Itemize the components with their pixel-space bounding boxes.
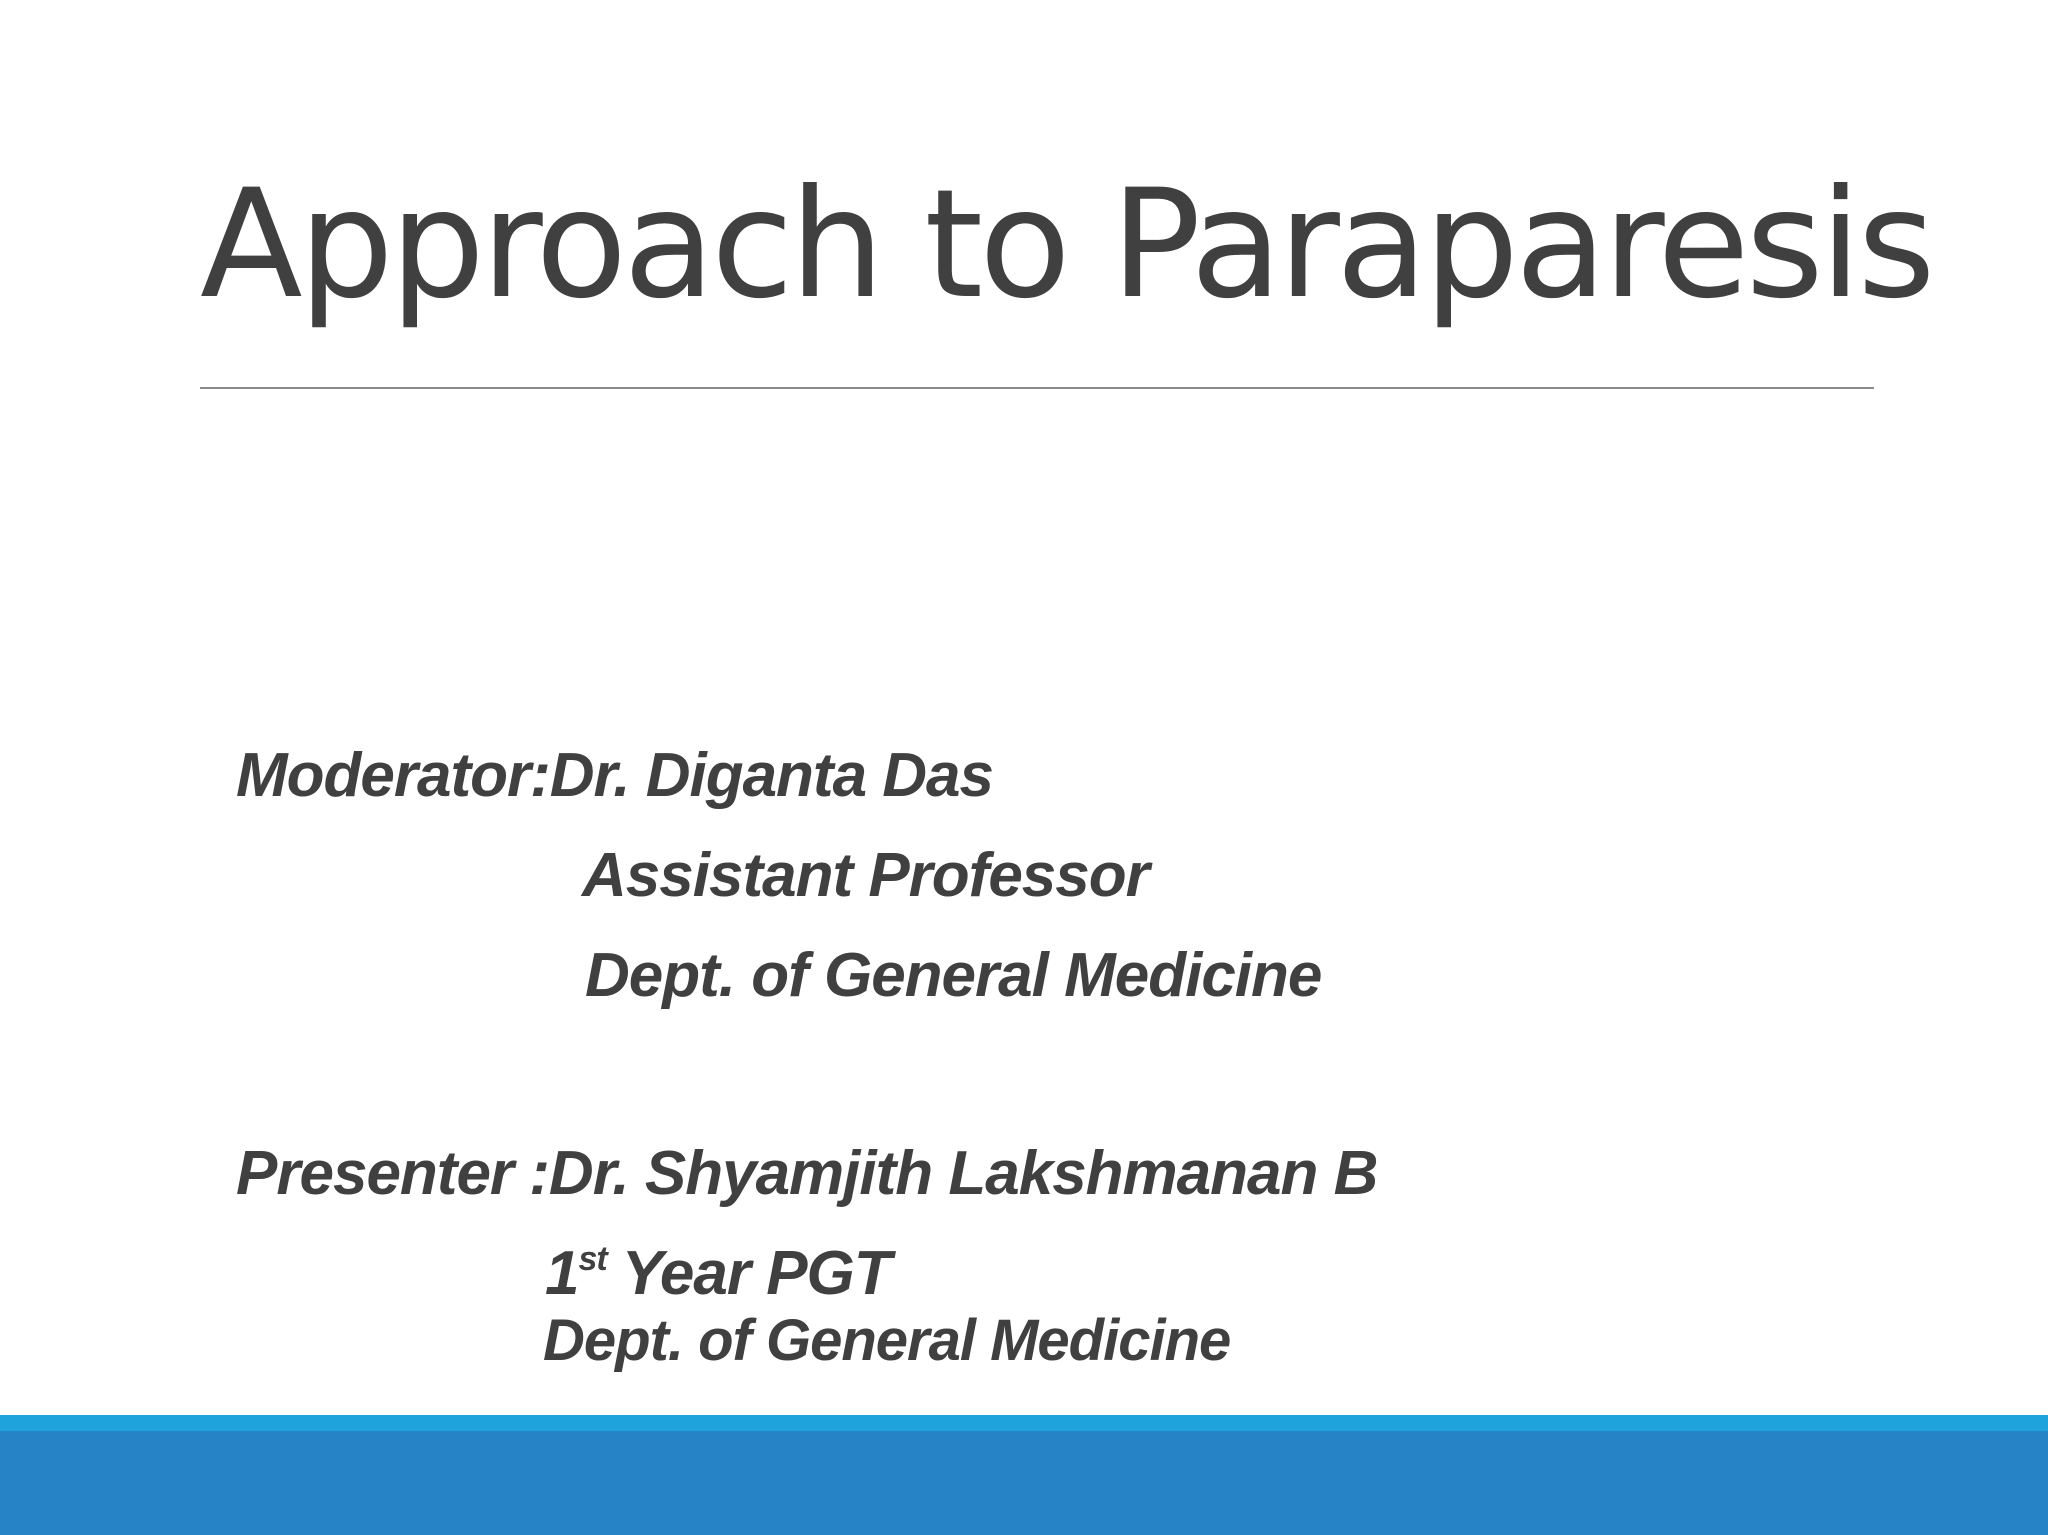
presenter-year-rest: Year PGT (606, 1239, 891, 1308)
moderator-name: Moderator:Dr. Diganta Das (236, 741, 994, 810)
presenter-name: Presenter :Dr. Shyamjith Lakshmanan B (236, 1139, 1378, 1208)
footer-accent-stripe (0, 1415, 2048, 1431)
presenter-year-suffix: st (578, 1240, 607, 1278)
moderator-role: Assistant Professor (582, 841, 1149, 910)
footer-bar (0, 1431, 2048, 1535)
presenter-department: Dept. of General Medicine (543, 1308, 1231, 1373)
title-divider (200, 387, 1874, 389)
moderator-department: Dept. of General Medicine (585, 941, 1322, 1010)
presenter-year-number: 1 (545, 1239, 579, 1308)
presenter-role (545, 1239, 891, 1308)
slide-title: Approach to Paraparesis (200, 158, 1932, 332)
